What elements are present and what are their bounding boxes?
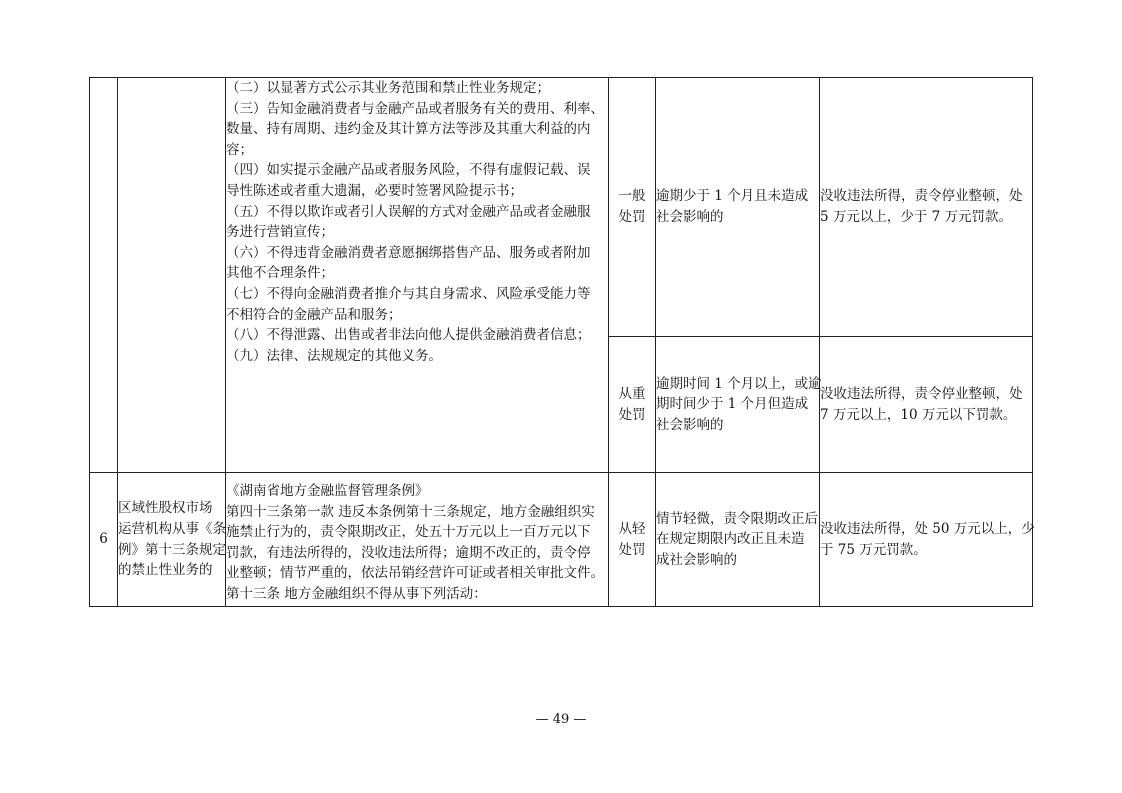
subject-line: 例》第十三条规定 [118,541,226,558]
penalty-category-cell [609,337,656,473]
circumstance-line: 在规定期限内改正且未造 [656,531,805,548]
penalty-standard-cell [820,78,1033,337]
circumstance-line: 情节轻微，责令限期改正后 [656,510,818,527]
legal-basis-cell [226,78,609,473]
standard-line: 7 万元以上，10 万元以下罚款。 [820,406,1017,423]
category-line: 从重 [618,385,646,402]
page-number: — 49 — [535,712,587,727]
subject-line: 区域性股权市场 [118,500,213,517]
circumstance-cell [656,337,820,473]
basis-line: （九）法律、法规规定的其他义务。 [226,347,442,364]
category-line: 处罚 [618,406,646,423]
circumstance-line: 社会影响的 [656,209,724,225]
basis-line: 罚款，有违法所得的，没收违法所得；逾期不改正的，责令停 [226,544,591,561]
basis-line: （四）如实提示金融产品或者服务风险，不得有虚假记载、误 [226,162,591,179]
basis-line: 《湖南省地方金融监督管理条例》 [226,483,429,499]
standard-line: 没收违法所得，责令停业整顿，处 [820,188,1023,205]
subject-line: 的禁止性业务的 [118,562,213,579]
circumstance-line: 成社会影响的 [656,551,737,568]
penalty-standard-cell [820,337,1033,473]
basis-line: 第十三条 地方金融组织不得从事下列活动： [226,585,487,602]
category-line: 从轻 [618,520,646,537]
basis-line: （五）不得以欺诈或者引人误解的方式对金融产品或者金融服 [226,203,591,220]
category-line: 处罚 [618,541,646,558]
table-row [90,473,1033,607]
circumstance-cell [656,78,820,337]
penalty-category-cell [609,78,656,337]
basis-line: 其他不合理条件； [226,265,334,282]
standard-line: 没收违法所得，责令停业整顿，处 [820,385,1023,402]
basis-line: （七）不得向金融消费者推介与其自身需求、风险承受能力等 [226,285,591,302]
circumstance-cell [656,473,820,607]
basis-line: 数量、持有周期、违约金及其计算方法等涉及其重大利益的内 [226,121,591,138]
basis-line: （八）不得泄露、出售或者非法向他人提供金融消费者信息； [226,327,591,344]
table-row [90,78,1033,337]
standard-line: 于 75 万元罚款。 [820,541,927,558]
basis-line: 第四十三条第一款 违反本条例第十三条规定，地方金融组织实 [226,503,595,520]
basis-line: 务进行营销宣传； [226,224,334,241]
penalty-standard-table [89,77,1033,607]
row-number-cell: 6 [90,473,118,607]
row-number-cell [90,78,118,473]
subject-line: 运营机构从事《条 [118,520,226,537]
circumstance-line: 逾期时间 1 个月以上，或逾 [656,375,822,392]
standard-line: 5 万元以上，少于 7 万元罚款。 [820,209,1013,225]
category-line: 处罚 [618,209,646,225]
category-line: 一般 [618,188,646,205]
circumstance-line: 逾期少于 1 个月且未造成 [656,188,809,205]
subject-cell [118,78,226,473]
basis-line: （六）不得违背金融消费者意愿捆绑搭售产品、服务或者附加 [226,244,591,261]
basis-line: 导性陈述或者重大遗漏，必要时签署风险提示书； [226,182,523,199]
penalty-standard-cell [820,473,1033,607]
circumstance-line: 期时间少于 1 个月但造成 [656,396,809,413]
basis-line: 容； [226,141,253,158]
basis-line: （二）以显著方式公示其业务范围和禁止性业务规定； [226,80,550,96]
penalty-category-cell [609,473,656,607]
subject-cell [118,473,226,607]
basis-line: 施禁止行为的，责令限期改正，处五十万元以上一百万元以下 [226,524,591,541]
basis-line: 业整顿；情节严重的，依法吊销经营许可证或者相关审批文件。 [226,565,604,582]
legal-basis-cell [226,473,609,607]
basis-line: 不相符合的金融产品和服务； [226,306,402,323]
basis-line: （三）告知金融消费者与金融产品或者服务有关的费用、利率、 [226,100,604,117]
circumstance-line: 社会影响的 [656,416,724,433]
standard-line: 没收违法所得，处 50 万元以上，少 [820,520,1035,537]
